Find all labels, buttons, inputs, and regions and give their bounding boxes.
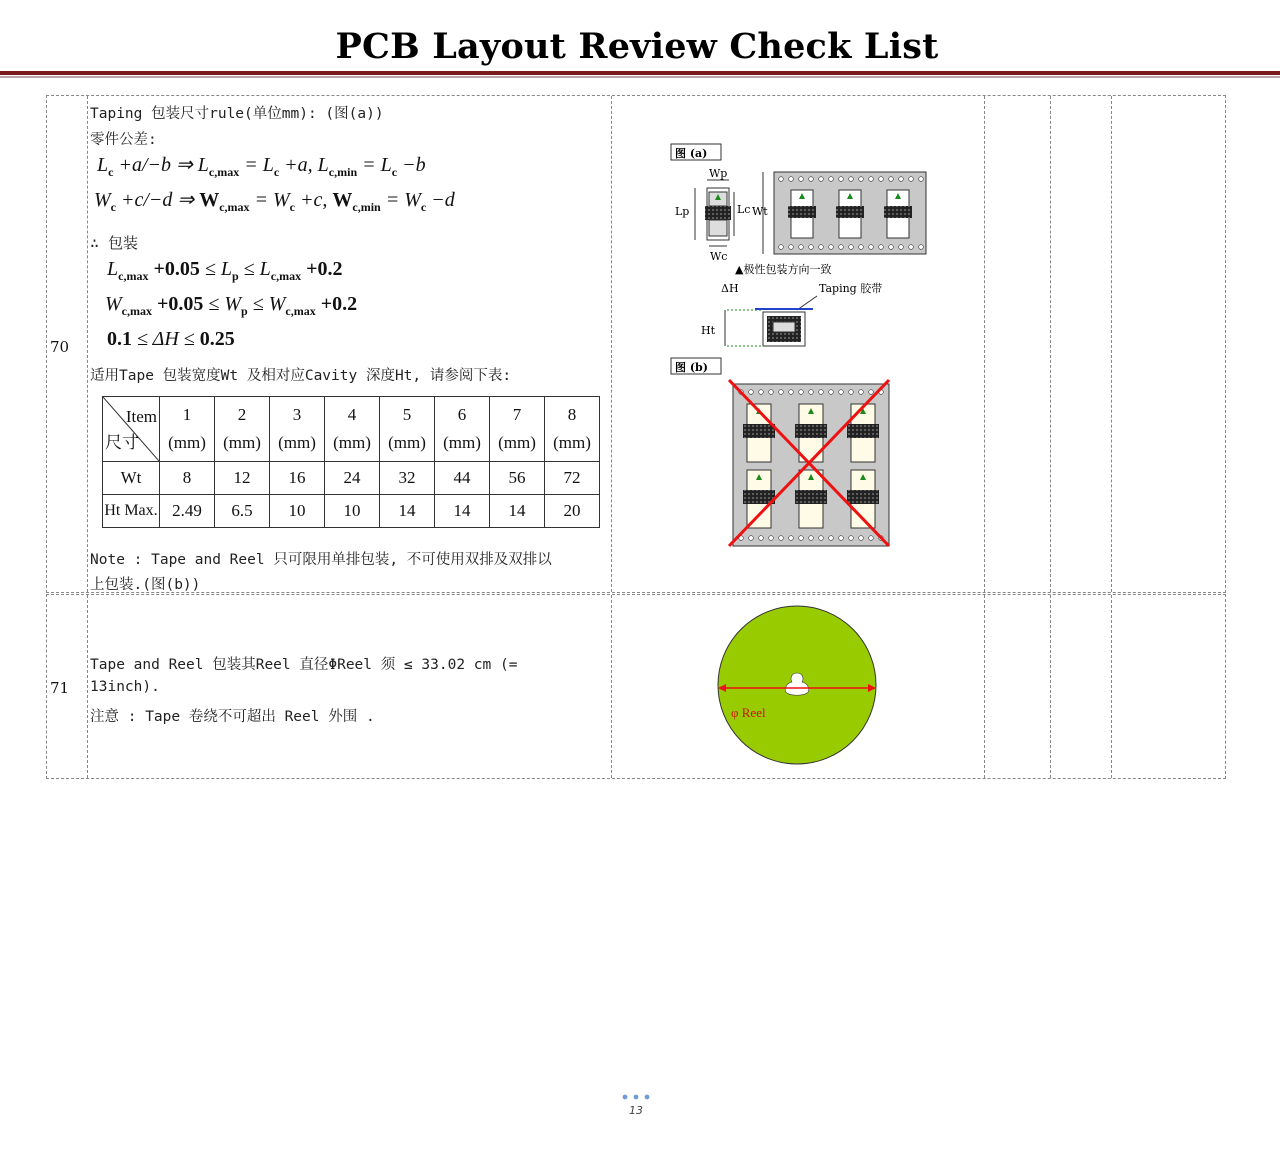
column-header: 1 (mm)	[160, 397, 215, 462]
cell-divider	[984, 96, 985, 592]
reel-diagram	[713, 601, 883, 771]
taping-label: Taping 胶带	[819, 282, 883, 295]
table-row	[46, 95, 1226, 593]
cell-divider	[1050, 96, 1051, 592]
cell-divider	[1111, 595, 1112, 778]
cell-divider	[1111, 96, 1112, 592]
cell-divider	[87, 96, 88, 592]
formula-dh: 0.1 ≤ ΔH ≤ 0.25	[107, 328, 235, 350]
table-row: Ht Max. 2.49 6.5 10 10 14 14 14 20	[103, 495, 600, 528]
formula-width: $W_c +c/-d$ ⇒ $W_{c,max} = W_c +c$, $W_{c,min} = W_c -d$	[94, 189, 455, 214]
svg-text:Wp: Wp	[709, 167, 728, 180]
tolerance-label: 零件公差:	[90, 132, 157, 148]
reel-diameter-label: φ Reel	[731, 705, 766, 720]
formula-length: $L_c +a/-b$ ⇒ $L_{c,max} = L_c +a$, $L_{c,min} = L_c -b$	[97, 154, 426, 179]
note-line-1: Note : Tape and Reel 只可限用单排包装, 不可使用双排及双排以	[90, 552, 552, 568]
figure-a-label: 图 (a)	[675, 147, 708, 160]
table-intro: 适用Tape 包装宽度Wt 及相对应Cavity 深度Ht, 请参阅下表:	[90, 368, 512, 384]
formula-lp: $L_{c,max} +0.05 \le L_p \le L_{c,max} +0.2$	[107, 258, 343, 283]
column-header: 4 (mm)	[325, 397, 380, 462]
cell-divider	[611, 96, 612, 592]
page-title: PCB Layout Review Check List	[335, 26, 939, 67]
taping-rule-line: Taping 包装尺寸rule(单位mm): (图(a))	[90, 106, 384, 122]
svg-text:Ht: Ht	[701, 324, 716, 337]
footer-dots-icon	[621, 1093, 653, 1101]
single-pocket	[675, 167, 750, 263]
page-number: 13	[629, 1104, 643, 1117]
cell-divider	[611, 595, 612, 778]
cell-divider	[1050, 595, 1051, 778]
svg-text:Wt: Wt	[752, 205, 768, 218]
item-number: 70	[50, 338, 70, 356]
svg-text:ΔH: ΔH	[721, 282, 739, 295]
title-rule-shadow	[0, 76, 1280, 78]
column-header: 8 (mm)	[545, 397, 600, 462]
formula-wp: $W_{c,max} +0.05 \le W_p \le W_{c,max} +0.2$	[105, 293, 358, 318]
column-header: 7 (mm)	[490, 397, 545, 462]
figure-b-label: 图 (b)	[675, 361, 708, 374]
taping-diagram	[667, 136, 937, 556]
polarity-note: ▲极性包装方向一致	[735, 263, 832, 276]
column-header: 2 (mm)	[215, 397, 270, 462]
reel-note: 注意 : Tape 卷绕不可超出 Reel 外围 .	[90, 709, 375, 725]
item-number: 71	[50, 679, 70, 697]
column-header: 6 (mm)	[435, 397, 490, 462]
reel-rule-line-2: 13inch).	[90, 679, 160, 695]
table-row	[46, 594, 1226, 779]
therefore-package: ∴ 包装	[90, 234, 139, 252]
column-header: 5 (mm)	[380, 397, 435, 462]
note-line-2: 上包装.(图(b))	[90, 577, 201, 593]
table-row: Wt 8 12 16 24 32 44 56 72	[103, 462, 600, 495]
tape-width-table	[102, 396, 600, 528]
svg-text:Lc: Lc	[737, 203, 751, 216]
column-header: 3 (mm)	[270, 397, 325, 462]
cell-divider	[984, 595, 985, 778]
table-corner: Item 尺寸	[103, 397, 160, 462]
cell-divider	[87, 595, 88, 778]
title-rule	[0, 71, 1280, 75]
svg-text:Lp: Lp	[675, 205, 690, 218]
svg-text:Wc: Wc	[710, 250, 728, 263]
reel-rule-line-1: Tape and Reel 包装其Reel 直径ΦReel 须 ≤ 33.02 cm (=	[90, 657, 518, 673]
